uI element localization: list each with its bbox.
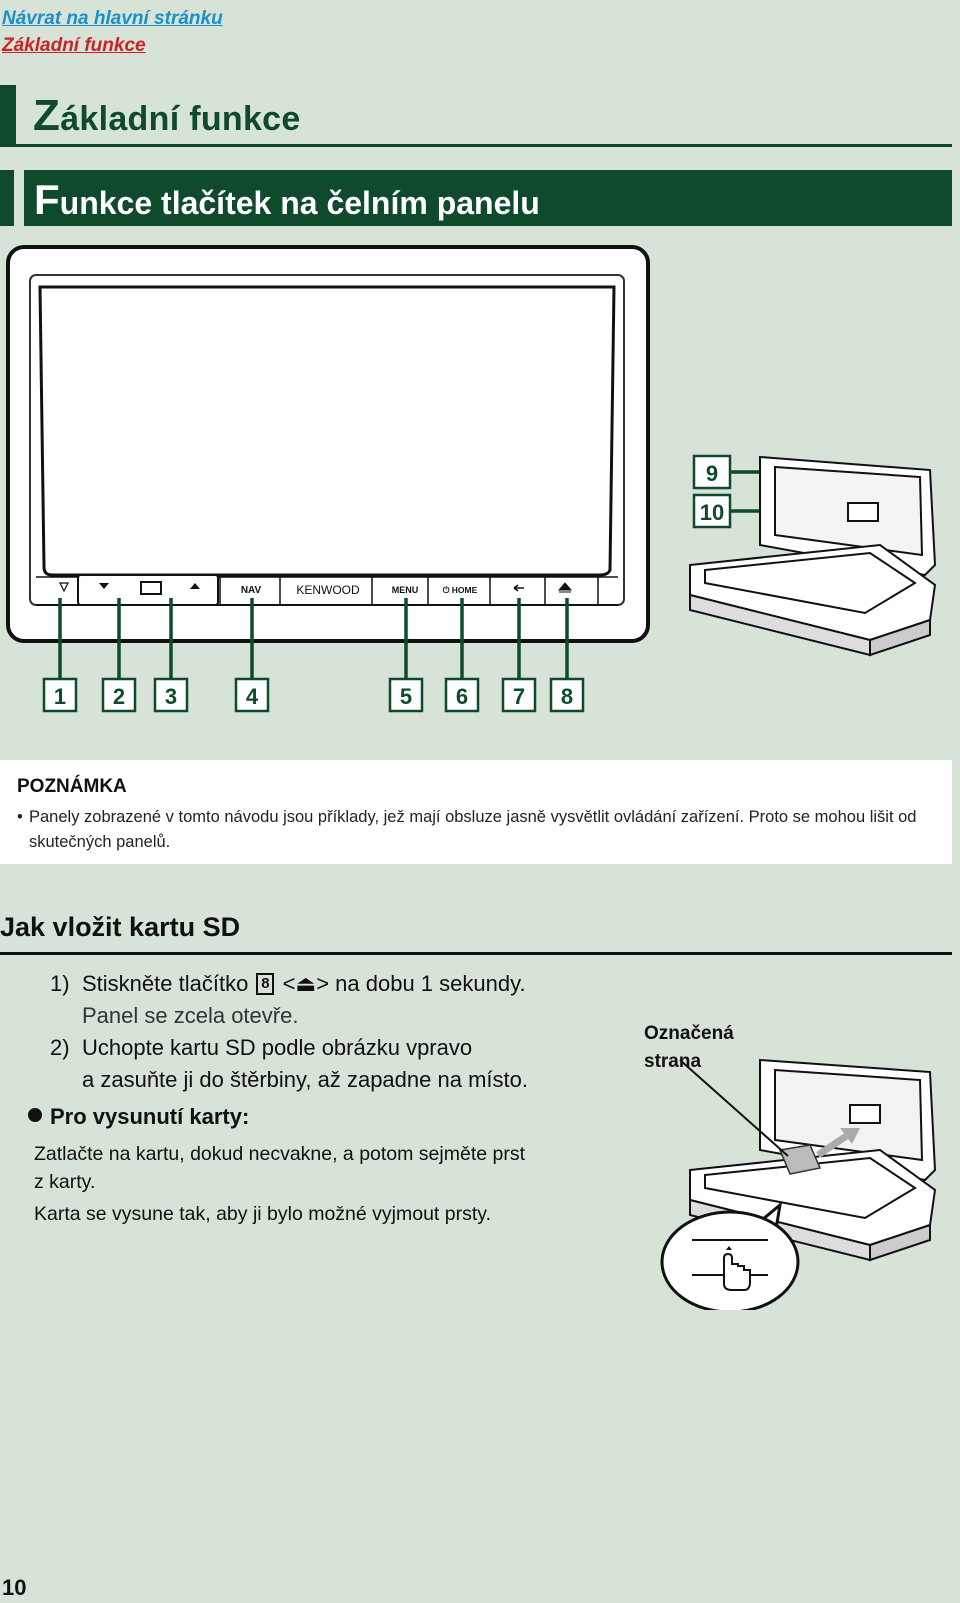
- bullet-dot-icon: [28, 1108, 42, 1122]
- step-1-text: Stiskněte tlačítko: [82, 971, 249, 996]
- section-heading: [0, 170, 952, 226]
- step-2-num: 2): [50, 1035, 70, 1060]
- sd-heading-rule: [0, 952, 952, 955]
- marked-line1: Označená: [644, 1023, 734, 1044]
- sd-card-illustration: [640, 1050, 952, 1310]
- eject-p1-line1: Zatlačte na kartu, dokud necvakne, a potom sejměte prst: [34, 1143, 526, 1165]
- step-2-line2: a zasuňte ji do štěrbiny, až zapadne na místo.: [82, 1067, 528, 1092]
- callout-4: 4: [245, 684, 259, 709]
- callout-2: 2: [112, 684, 126, 709]
- callout-5: 5: [399, 684, 413, 709]
- callout-6: 6: [455, 684, 469, 709]
- eject-paragraph-1: [34, 1140, 525, 1196]
- title-cap: Z: [33, 91, 61, 140]
- eject-paragraph-2: Karta se vysune tak, aby ji bylo možné vyjmout prsty.: [34, 1203, 491, 1225]
- callout-9: 9: [705, 461, 719, 486]
- note-box: [0, 760, 952, 864]
- page-title: [0, 85, 952, 147]
- section-cap: F: [34, 176, 60, 223]
- basic-functions-link[interactable]: Základní funkce: [2, 35, 146, 56]
- note-text: Panely zobrazené v tomto návodu jsou příklady, jež mají obsluze jasně vysvětlit ovládání zařízení. Proto se mohou lišit od skutečných panelů.: [29, 808, 917, 851]
- step-1-num: 1): [50, 971, 70, 996]
- callout-10: 10: [699, 500, 725, 525]
- back-to-main-link[interactable]: Návrat na hlavní stránku: [2, 8, 223, 29]
- sd-heading: [0, 912, 952, 943]
- section-text: unkce tlačítek na čelním panelu: [59, 185, 540, 221]
- callout-3: 3: [164, 684, 178, 709]
- page-number: 10: [2, 1575, 27, 1600]
- note-bullet: •: [17, 808, 23, 826]
- callout-7: 7: [512, 684, 526, 709]
- eject-heading: [28, 1104, 249, 1130]
- nav-button: NAV: [240, 585, 262, 596]
- eject-heading-text: Pro vysunutí karty:: [50, 1104, 250, 1129]
- step-1-sub: Panel se zcela otevře.: [82, 1003, 299, 1028]
- note-title: POZNÁMKA: [17, 776, 127, 797]
- key-8-icon: 8: [256, 973, 274, 995]
- callout-1: 1: [53, 684, 67, 709]
- front-buttons: [78, 575, 218, 605]
- eject-p1-line2: z karty.: [34, 1171, 96, 1193]
- sd-heading-text: Jak vložit kartu SD: [0, 912, 241, 942]
- title-bar: [0, 85, 16, 147]
- screen: [40, 287, 614, 575]
- title-rule: [16, 144, 952, 147]
- menu-button: MENU: [391, 585, 419, 595]
- step-1-post: <⏏> na dobu 1 sekundy.: [282, 971, 526, 996]
- callout-8: 8: [560, 684, 574, 709]
- front-panel-diagram: [0, 245, 952, 725]
- section-bar: [0, 170, 14, 226]
- home-button: ⏻ HOME: [442, 585, 478, 595]
- step-2-line1: Uchopte kartu SD podle obrázku vpravo: [82, 1035, 473, 1060]
- brand-logo: KENWOOD: [296, 583, 360, 597]
- title-text: ákladní funkce: [60, 100, 301, 138]
- marked-line2: strana: [644, 1051, 702, 1072]
- center-button: [141, 582, 161, 594]
